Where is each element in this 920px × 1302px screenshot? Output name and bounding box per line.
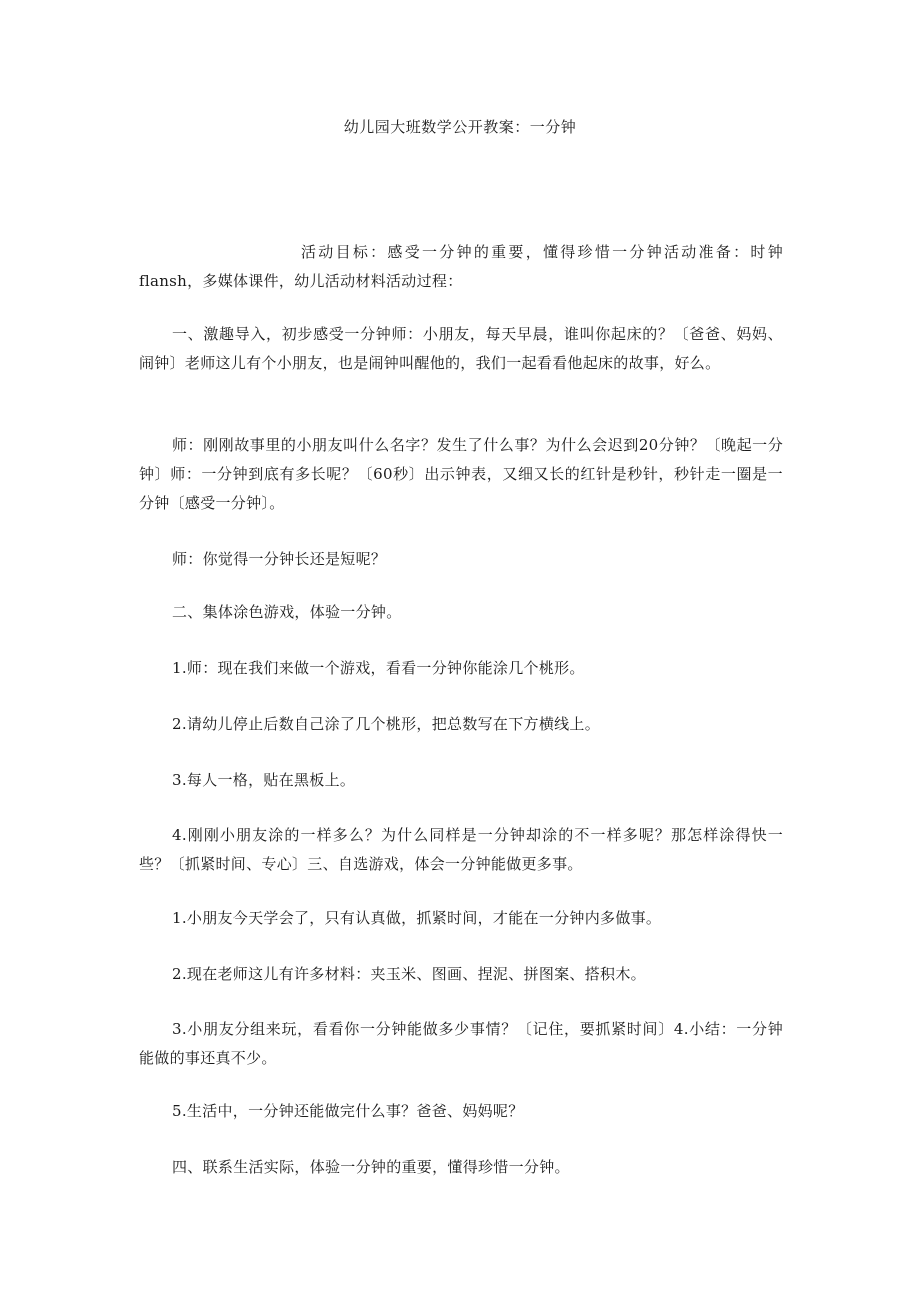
paragraph-step-1: 1.师：现在我们来做一个游戏，看看一分钟你能涂几个桃形。 (172, 659, 585, 677)
paragraph-long-or-short: 师：你觉得一分钟长还是短呢？ (172, 550, 387, 568)
paragraph-activity-goal: 活动目标：感受一分钟的重要，懂得珍惜一分钟活动准备：时钟flansh，多媒体课件，幼儿活动材料活动过程： (139, 243, 783, 290)
paragraph-step-4: 4.刚刚小朋友涂的一样多么？为什么同样是一分钟却涂的不一样多呢？那怎样涂得快一些？〔抓紧时间、专心〕三、自选游戏，体会一分钟能做更多事。 (139, 826, 783, 873)
paragraph-free-2: 2.现在老师这儿有许多材料：夹玉米、图画、捏泥、拼图案、搭积木。 (172, 965, 646, 983)
paragraph-free-3: 3.小朋友分组来玩，看看你一分钟能做多少事情？〔记住，要抓紧时间〕4.小结：一分钟能做的事还真不少。 (139, 1020, 783, 1067)
paragraph-step-2: 2.请幼儿停止后数自己涂了几个桃形，把总数写在下方横线上。 (172, 715, 601, 733)
document-title: 幼儿园大班数学公开教案：一分钟 (343, 118, 577, 136)
paragraph-step-3: 3.每人一格，贴在黑板上。 (172, 771, 356, 789)
paragraph-free-1: 1.小朋友今天学会了，只有认真做，抓紧时间，才能在一分钟内多做事。 (172, 909, 662, 927)
paragraph-free-5: 5.生活中，一分钟还能做完什么事？爸爸、妈妈呢？ (172, 1102, 524, 1120)
paragraph-section-two: 二、集体涂色游戏，体验一分钟。 (172, 603, 402, 621)
paragraph-teacher-question: 师：刚刚故事里的小朋友叫什么名字？发生了什么事？为什么会迟到20分钟？〔晚起一分钟〕师：一分钟到底有多长呢？〔60秒〕出示钟表，又细又长的红针是秒针，秒针走一圈是一分钟〔感受一分钟〕。 (139, 436, 783, 512)
paragraph-section-one: 一、激趣导入，初步感受一分钟师：小朋友，每天早晨，谁叫你起床的？〔爸爸、妈妈、闹钟〕老师这儿有个小朋友，也是闹钟叫醒他的，我们一起看看他起床的故事，好么。 (139, 325, 783, 372)
paragraph-section-four: 四、联系生活实际，体验一分钟的重要，懂得珍惜一分钟。 (172, 1158, 570, 1176)
